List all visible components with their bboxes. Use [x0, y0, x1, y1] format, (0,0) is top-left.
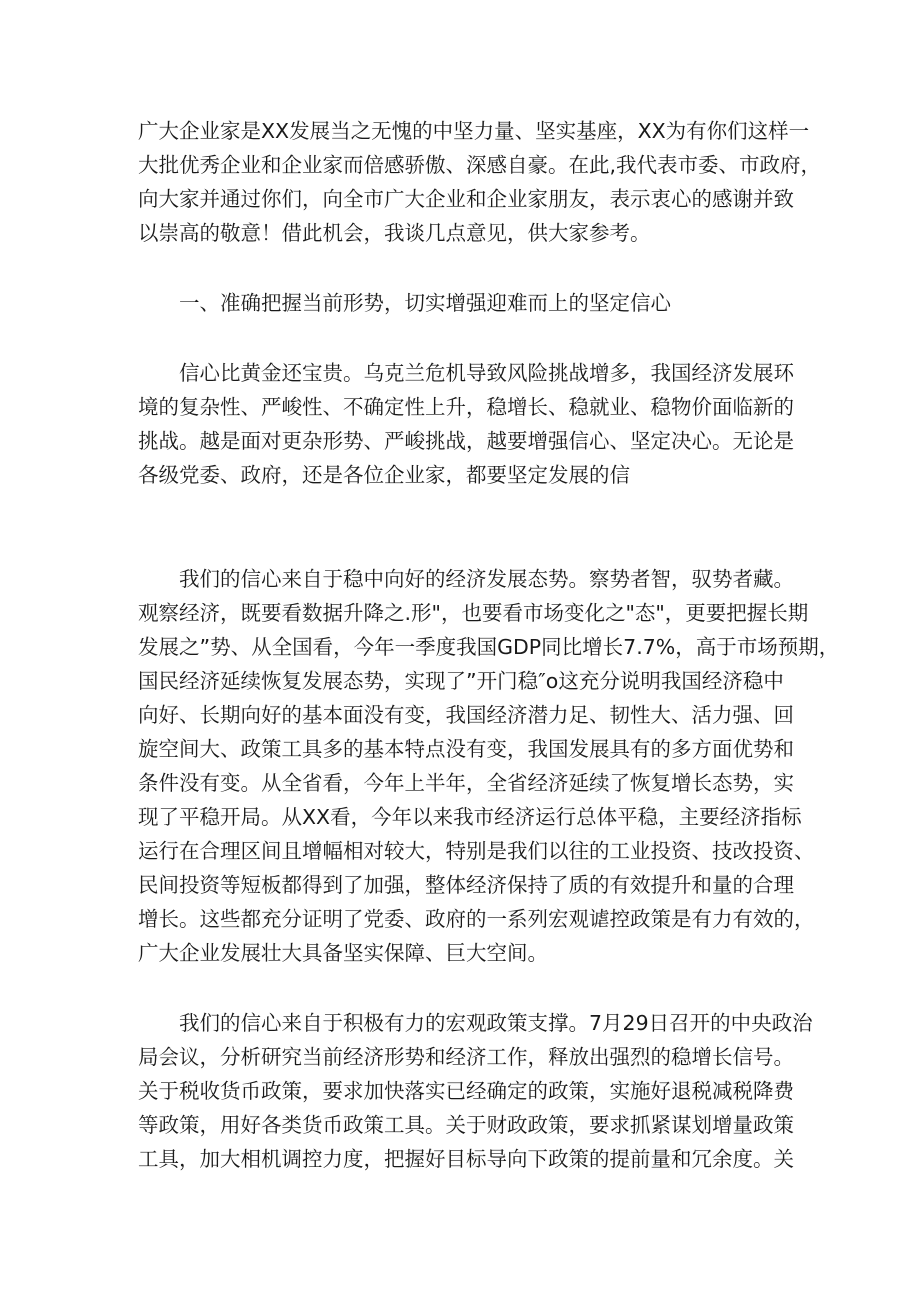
paragraph-intro	[138, 114, 822, 250]
text-line: 广大企业发展壮大具备坚实保障、巨大空间。	[138, 941, 548, 965]
document-body	[138, 114, 840, 1176]
text-line: 广大企业家是XX发展当之无愧的中坚力量、坚实基座，XX为有你们这样一	[138, 119, 810, 143]
text-line: 旋空间大、政策工具多的基本特点没有变，我国发展具有的多方面优势和	[138, 737, 794, 761]
text-line: 大批优秀企业和企业家而倍感骄傲、深感自豪。在此,我代表市委、市政府，	[138, 153, 822, 177]
paragraph-trend	[138, 562, 840, 970]
text-line: 等政策，用好各类货币政策工具。关于财政政策，要求抓紧谋划增量政策	[138, 1113, 794, 1137]
heading-line: 一、准确把握当前形势，切实增强迎难而上的坚定信心	[138, 291, 671, 315]
text-line: 观察经济，既要看数据升降之.形"，也要看市场变化之"态"，更要把握长期	[138, 601, 809, 625]
text-line: 增长。这些都充分证明了党委、政府的一系列宏观谑控政策是有力有效的，	[138, 907, 815, 931]
text-line: 境的复杂性、严峻性、不确定性上升，稳增长、稳就业、稳物价面临新的	[138, 395, 794, 419]
text-line: 民间投资等短板都得到了加强，整体经济保持了质的有效提升和量的合理	[138, 873, 794, 897]
text-line: 以崇高的敬意！借此机会，我谈几点意见，供大家参考。	[138, 221, 651, 245]
text-line: 关于税收货币政策，要求加快落实已经确定的政策，实施好退税减税降费	[138, 1079, 794, 1103]
section-heading	[138, 286, 798, 320]
text-line: 我们的信心来自于稳中向好的经济发展态势。察势者智，驭势者藏。	[138, 567, 794, 591]
paragraph-confidence	[138, 356, 798, 492]
text-line: 运行在合理区间且增幅相对较大，特别是我们以往的工业投资、技改投资、	[138, 839, 815, 863]
text-line: 我们的信心来自于积极有力的宏观政策支撑。7月29日召开的中央政治	[138, 1011, 813, 1035]
text-line: 工具，加大相机调控力度，把握好目标导向下政策的提前量和冗余度。关	[138, 1147, 794, 1171]
text-line: 挑战。越是面对更杂形势、严峻挑战，越要增强信心、坚定决心。无论是	[138, 429, 794, 453]
paragraph-policy	[138, 1006, 813, 1176]
text-line: 局会议，分析研究当前经济形势和经济工作，释放出强烈的稳增长信号。	[138, 1045, 794, 1069]
paragraph-spacer	[138, 492, 798, 562]
text-line: 向好、长期向好的基本面没有变，我国经济潜力足、韧性大、活力强、回	[138, 703, 794, 727]
paragraph-spacer	[138, 320, 798, 356]
text-line: 国民经济延续恢复发展态势，实现了”开门稳″o这充分说明我国经济稳中	[138, 669, 784, 693]
paragraph-spacer	[138, 970, 798, 1006]
text-line: 现了平稳开局。从XX看，今年以来我市经济运行总体平稳，主要经济指标	[138, 805, 802, 829]
text-line: 信心比黄金还宝贵。乌克兰危机导致风险挑战增多，我国经济发展环	[138, 361, 794, 385]
text-line: 各级党委、政府，还是各位企业家，都要坚定发展的信	[138, 463, 630, 487]
text-line: 条件没有变。从全省看，今年上半年，全省经济延续了恢复增长态势，实	[138, 771, 794, 795]
paragraph-spacer	[138, 250, 798, 286]
text-line: 向大家并通过你们，向全市广大企业和企业家朋友，表示衷心的感谢并致	[138, 187, 794, 211]
text-line: 发展之”势、从全国看，今年一季度我国GDP同比增长7.7%，高于市场预期，	[138, 635, 840, 659]
